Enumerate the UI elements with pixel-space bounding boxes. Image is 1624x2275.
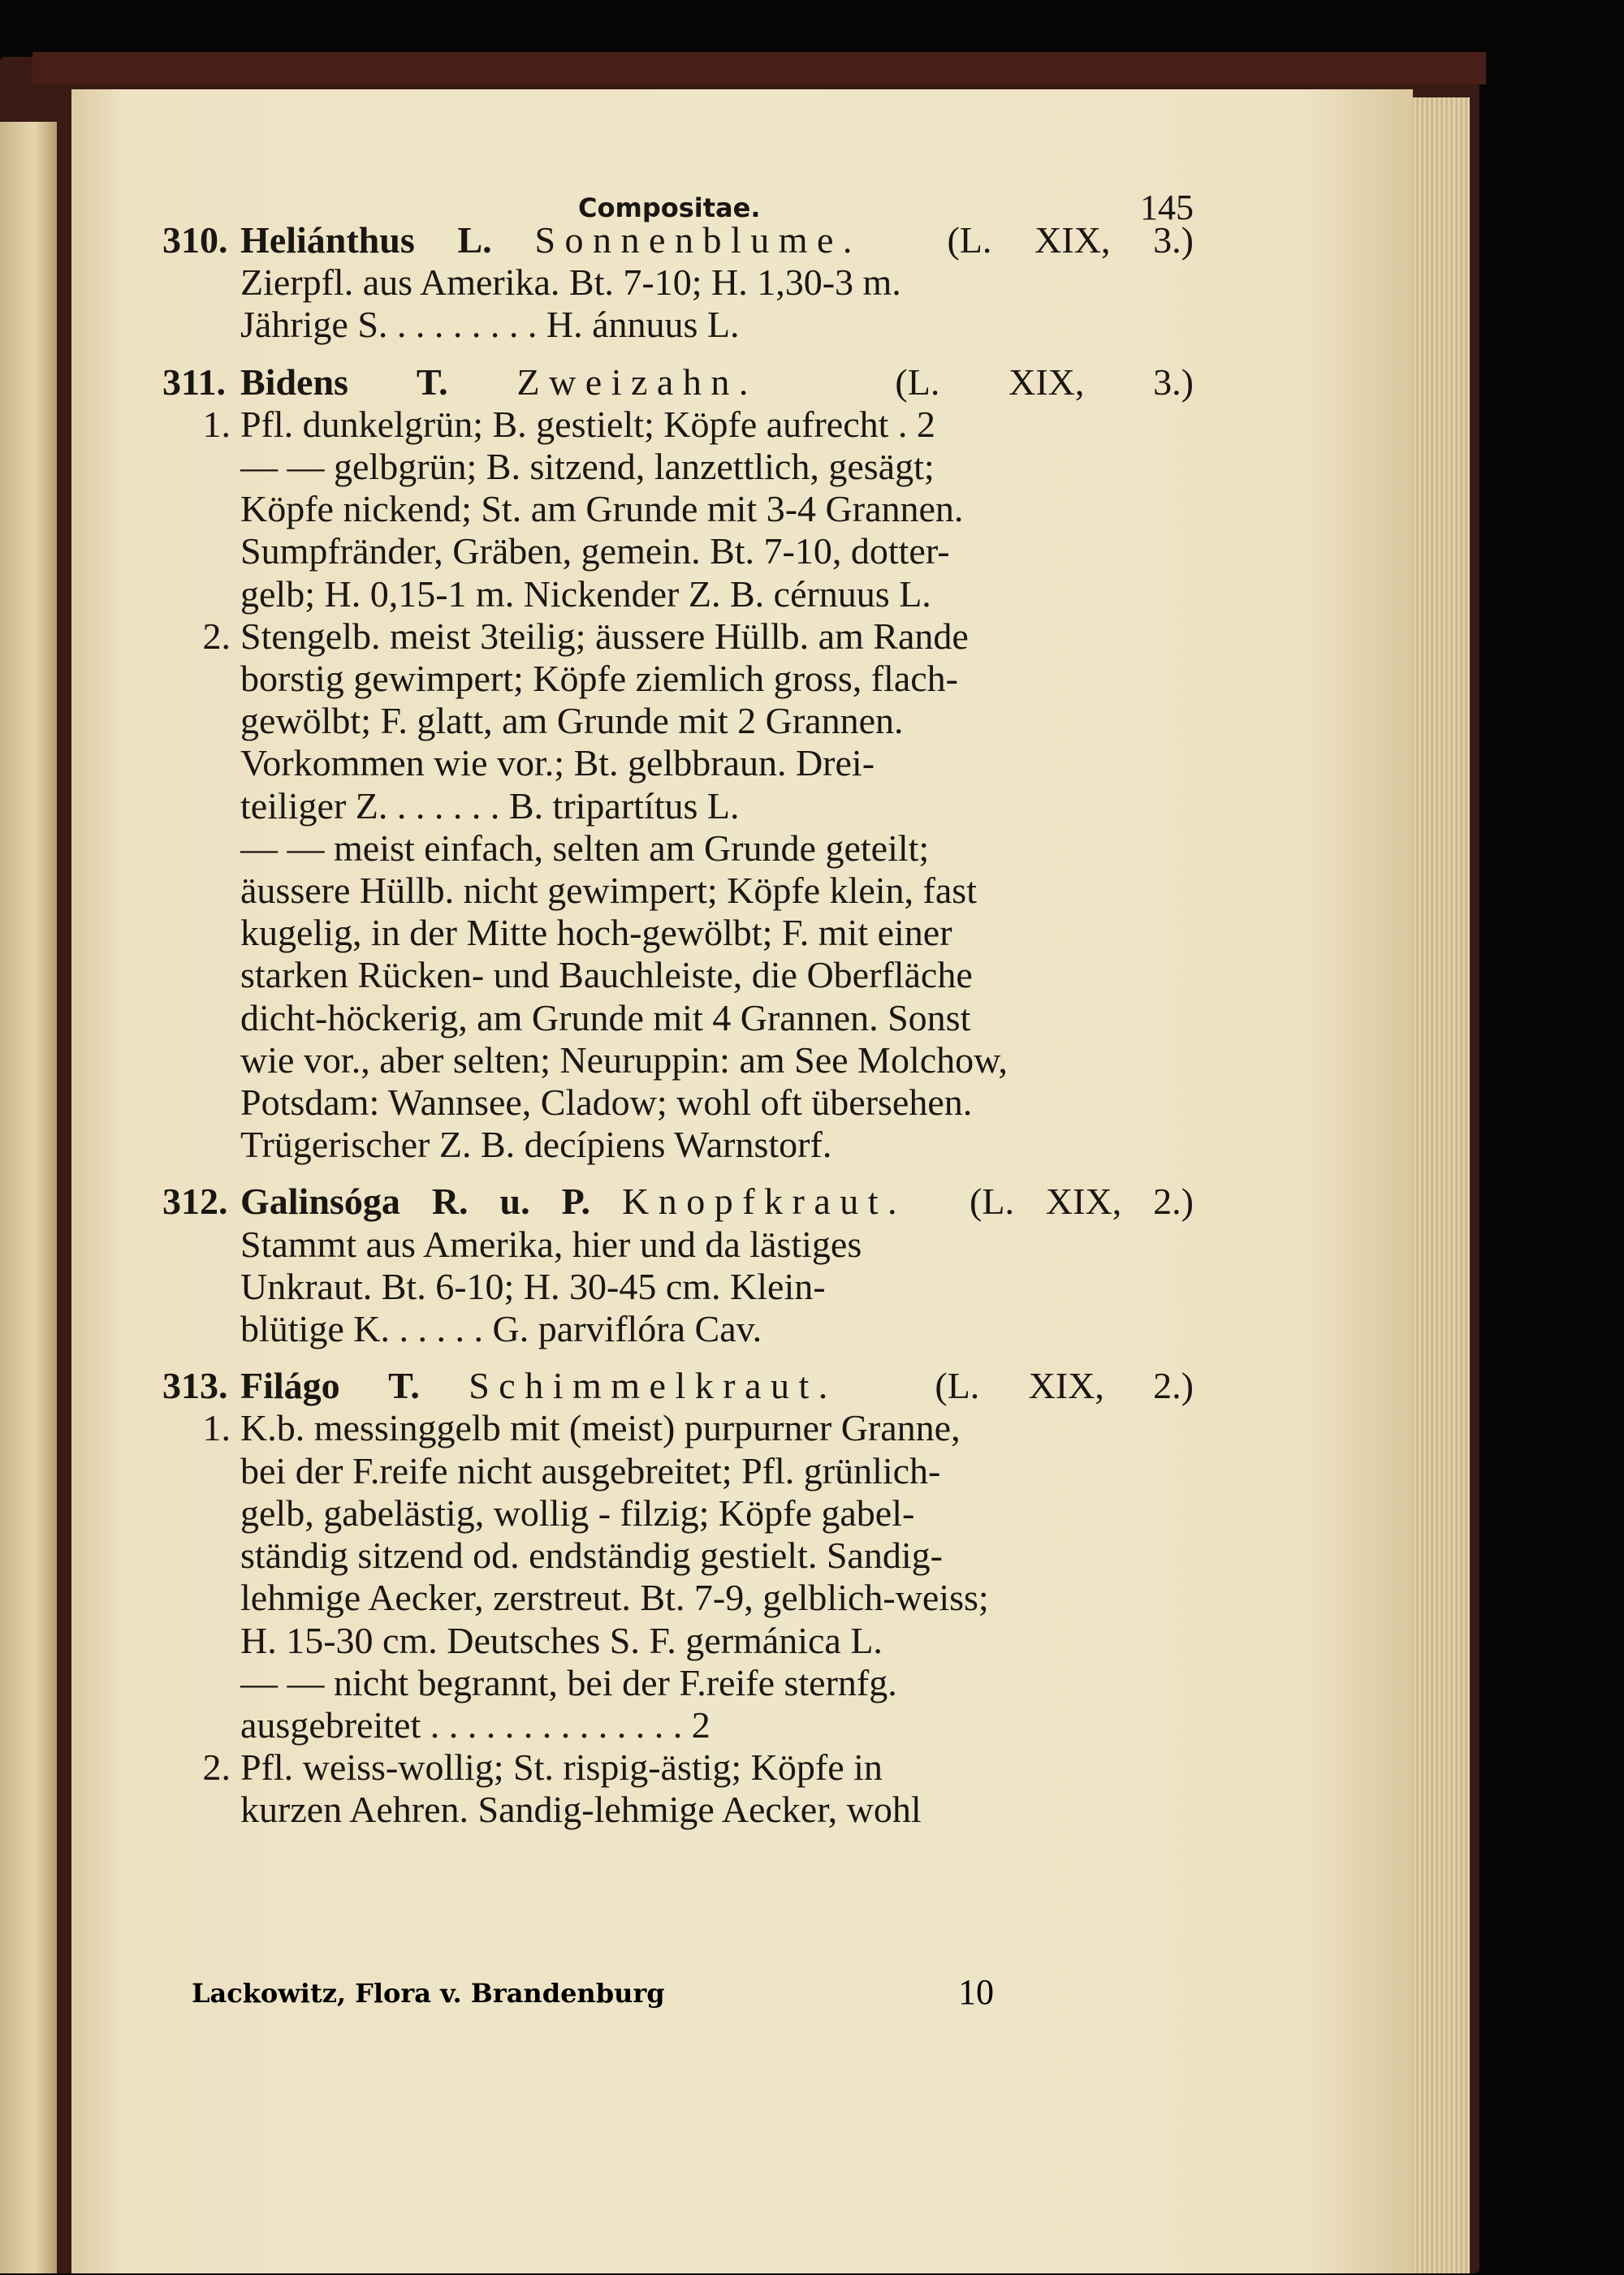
heading-text: (L. XIX, 3.) (757, 360, 1194, 403)
heading-text (420, 1365, 469, 1406)
genus-heading (162, 1181, 1194, 1223)
text-line: Potsdam: Wannsee, Cladow; wohl oft übersehen. (240, 1081, 973, 1124)
key-text: Stengelb. meist 3teilig; äussere Hüllb. am Rande (240, 615, 969, 657)
text-line: starken Rücken- und Bauchleiste, die Oberfläche (240, 954, 973, 996)
text-line: äussere Hüllb. nicht gewimpert; Köpfe klein, fast (240, 870, 977, 912)
text-line: kurzen Aehren. Sandig-lehmige Aecker, wohl (240, 1789, 922, 1831)
text-line: bei der F.reife nicht ausgebreitet; Pfl. grünlich- (240, 1449, 941, 1491)
genus-entry (162, 1181, 1194, 1350)
text-line: H. 15-30 cm. Deutsches S. F. germánica L. (240, 1619, 883, 1661)
key-number: 2. (202, 1746, 231, 1789)
text-line (202, 615, 1194, 658)
text-line: — — gelbgrün; B. sitzend, lanzettlich, gesägt; (240, 446, 935, 488)
key-text: K.b. messinggelb mit (meist) purpurner Granne, (240, 1407, 961, 1449)
text-line: — — nicht begrannt, bei der F.reife sternfg. (240, 1661, 897, 1703)
text-line: Trügerischer Z. B. decípiens Warnstorf. (240, 1124, 832, 1166)
text-line: ständig sitzend od. endständig gestielt. Sandig- (240, 1535, 943, 1577)
entries (162, 219, 1194, 1832)
key-number: 1. (202, 403, 231, 445)
text-line: Unkraut. Bt. 6-10; H. 30-45 cm. Klein- (240, 1265, 826, 1307)
common-name: Zweizahn. (516, 360, 758, 403)
key-text: Pfl. dunkelgrün; B. gestielt; Köpfe aufrecht . 2 (240, 403, 935, 445)
cover-top-edge (32, 52, 1486, 84)
genus-entry (162, 1365, 1194, 1831)
genus-name: Bidens T. (240, 360, 448, 403)
heading-text (590, 1181, 622, 1222)
text-line: Stammt aus Amerika, hier und da lästiges (240, 1223, 862, 1265)
key-number: 2. (202, 615, 231, 657)
genus-heading (162, 1365, 1194, 1407)
page-fore-edge (1413, 97, 1470, 2273)
key-number: 1. (202, 1407, 231, 1449)
heading-text (448, 361, 517, 403)
common-name: Knopfkraut. (621, 1181, 907, 1223)
genus-number: 313. (162, 1365, 228, 1407)
footer-signature: Lackowitz, Flora v. Brandenburg (192, 1978, 665, 2009)
text-line: Jährige S. . . . . . . . . H. ánnuus L. (240, 304, 740, 346)
text-line: teiliger Z. . . . . . . B. tripartítus L. (240, 784, 740, 827)
genus-number: 311. (162, 360, 226, 403)
common-name: Schimmelkraut. (469, 1365, 837, 1407)
genus-number: 310. (162, 219, 228, 261)
page-text (162, 162, 1194, 1832)
genus-name: Galinsóga R. u. P. (240, 1181, 590, 1223)
text-line (202, 1407, 1194, 1449)
genus-name: Heliánthus L. (240, 219, 492, 261)
running-title: Compositae. (578, 192, 761, 223)
genus-heading (162, 360, 1194, 404)
heading-text (492, 219, 535, 261)
heading-text: (L. XIX, 3.) (861, 219, 1194, 261)
text-line: blütige K. . . . . . G. parviflóra Cav. (240, 1308, 762, 1350)
common-name: Sonnenblume. (534, 219, 862, 261)
text-line: wie vor., aber selten; Neuruppin: am See Molchow, (240, 1038, 1008, 1081)
text-line: kugelig, in der Mitte hoch-gewölbt; F. mit einer (240, 912, 952, 954)
text-line: Zierpfl. aus Amerika. Bt. 7-10; H. 1,30-3 m. (240, 261, 901, 304)
text-line: gelb, gabelästig, wollig - filzig; Köpfe gabel- (240, 1491, 915, 1534)
genus-entry (162, 361, 1194, 1167)
footer (192, 1971, 1004, 2020)
text-line (202, 1746, 1194, 1789)
text-line: ausgebreitet . . . . . . . . . . . . . . 2 (240, 1703, 710, 1746)
genus-number: 312. (162, 1181, 228, 1223)
running-header (162, 162, 1194, 227)
genus-name: Filágo T. (240, 1365, 420, 1407)
page-number: 145 (1140, 188, 1194, 227)
text-line: — — meist einfach, selten am Grunde geteilt; (240, 827, 930, 869)
heading-text: (L. XIX, 2.) (906, 1181, 1194, 1223)
text-line: gewölbt; F. glatt, am Grunde mit 2 Grannen. (240, 700, 904, 742)
text-line: gelb; H. 0,15-1 m. Nickender Z. B. cérnuus L. (240, 572, 931, 615)
genus-entry (162, 219, 1194, 347)
key-text: Pfl. weiss-wollig; St. rispig-ästig; Köpfe in (240, 1746, 883, 1789)
footer-sheet-number: 10 (958, 1972, 994, 2012)
text-line: Vorkommen wie vor.; Bt. gelbbraun. Drei- (240, 742, 875, 784)
text-line: Köpfe nickend; St. am Grunde mit 3-4 Grannen. (240, 488, 964, 530)
text-line (202, 403, 1194, 446)
text-line: lehmige Aecker, zerstreut. Bt. 7-9, gelblich-weiss; (240, 1577, 989, 1619)
text-line: dicht-höckerig, am Grunde mit 4 Grannen. Sonst (240, 996, 971, 1038)
left-page-edges (0, 122, 57, 2273)
text-line: borstig gewimpert; Köpfe ziemlich gross, flach- (240, 658, 958, 700)
text-line: Sumpfränder, Gräben, gemein. Bt. 7-10, dotter- (240, 530, 950, 572)
heading-text: (L. XIX, 2.) (836, 1365, 1194, 1407)
